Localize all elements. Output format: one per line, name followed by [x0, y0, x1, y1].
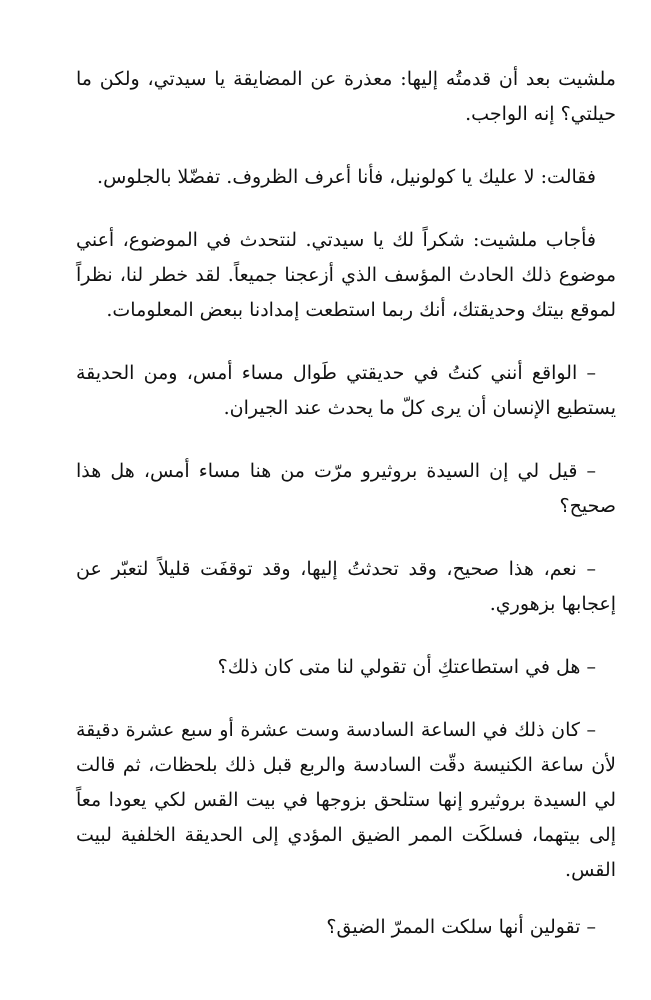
paragraph-1: ملشيت بعد أن قدمتُه إليها: معذرة عن المضايقة يا سيدتي، ولكن ما حيلتي؟ إنه الواجب.: [76, 68, 616, 125]
paragraph-3: فأجاب ملشيت: شكراً لك يا سيدتي. لنتحدث في الموضوع، أعني موضوع ذلك الحادث المؤسف الذي أزعجنا جميعاً. لقد خطر لنا، نظراً لموقع بيتك وحديقتك، أنك ربما استطعت إمدادنا ببعض المعلومات.: [76, 229, 616, 321]
paragraph-9: – تقولين أنها سلكت الممرّ الضيق؟: [326, 916, 596, 938]
paragraph-5: – قيل لي إن السيدة بروثيرو مرّت من هنا مساء أمس، هل هذا صحيح؟: [76, 460, 616, 517]
paragraph-8: – كان ذلك في الساعة السادسة وست عشرة أو سبع عشرة دقيقة لأن ساعة الكنيسة دقّت السادسة والربع قبل ذلك بلحظات، ثم قالت لي السيدة بروثيرو إنها ستلحق بزوجها في بيت القس لكي يعودا معاً إلى بيتهما، فسلكَت الممر الضيق المؤدي إلى الحديقة الخلفية لبيت القس.: [76, 719, 616, 881]
paragraph-4: – الواقع أنني كنتُ في حديقتي طَوال مساء أمس، ومن الحديقة يستطيع الإنسان أن يرى كلّ ما يحدث عند الجيران.: [76, 362, 616, 419]
paragraph-7: – هل في استطاعتكِ أن تقولي لنا متى كان ذلك؟: [217, 656, 596, 678]
book-page: [76, 62, 616, 973]
paragraph-6: – نعم، هذا صحيح، وقد تحدثتُ إليها، وقد توقفَت قليلاً لتعبّر عن إعجابها بزهوري.: [76, 558, 616, 615]
paragraph-2: فقالت: لا عليك يا كولونيل، فأنا أعرف الظروف. تفضّلا بالجلوس.: [97, 166, 596, 188]
